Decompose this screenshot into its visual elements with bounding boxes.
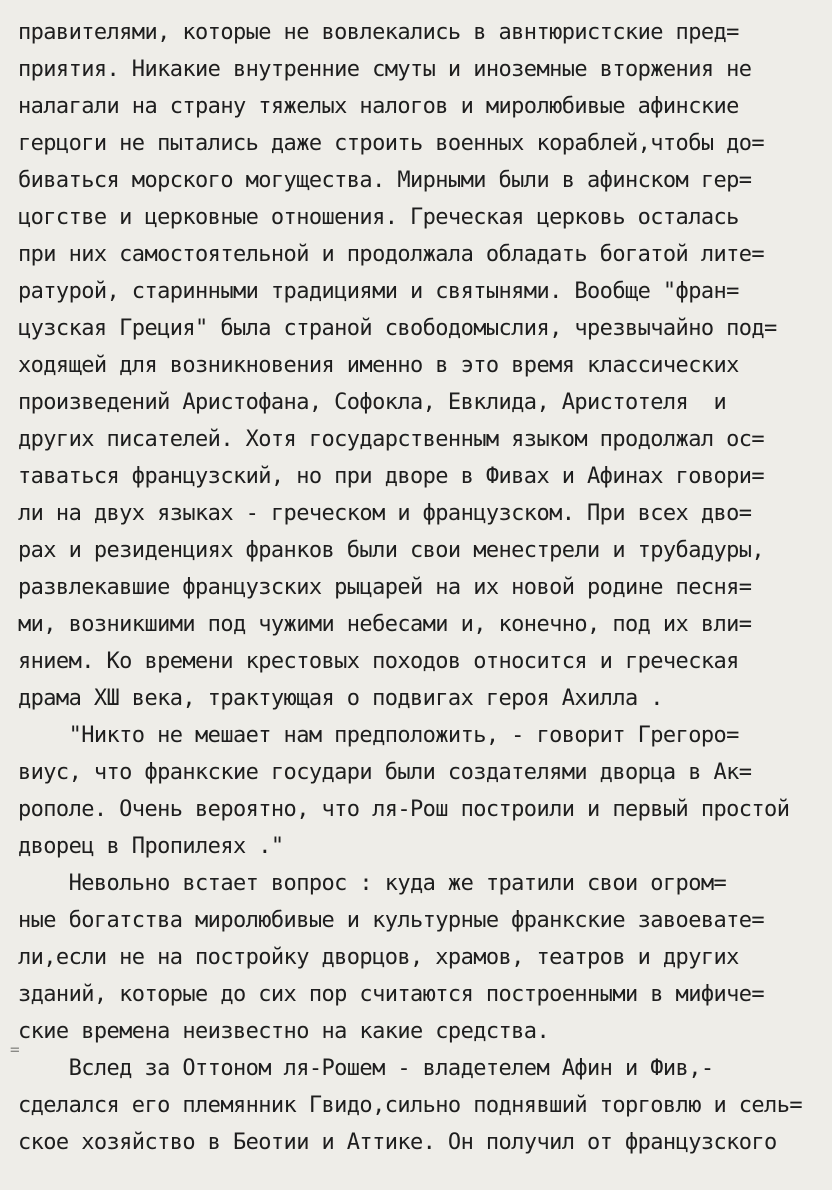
text-line: других писателей. Хотя государственным языком продолжал ос= [18,427,765,452]
text-line: Невольно встает вопрос : куда же тратили свои огром= [18,871,727,896]
text-line: янием. Ко времени крестовых походов относится и греческая [18,649,739,674]
text-line: биваться морского могущества. Мирными были в афинском гер= [18,168,752,193]
text-line: развлекавшие французских рыцарей на их новой родине песня= [18,575,752,600]
text-line: сделался его племянник Гвидо,сильно поднявший торговлю и сель= [18,1093,802,1118]
text-line: цузская Греция" была страной свободомыслия, чрезвычайно под= [18,316,777,341]
text-line: при них самостоятельной и продолжала обладать богатой лите= [18,242,765,267]
text-line: рах и резиденциях франков были свои менестрели и трубадуры, [18,538,765,563]
text-line: произведений Аристофана, Софокла, Евклида, Аристотеля и [18,390,727,415]
text-line: приятия. Никакие внутренние смуты и иноземные вторжения не [18,57,752,82]
text-line: дворец в Пропилеях ." [18,834,284,859]
text-line: цогстве и церковные отношения. Греческая церковь осталась [18,205,739,230]
text-line: ми, возникшими под чужими небесами и, конечно, под их вли= [18,612,752,637]
margin-mark: = [10,1040,20,1059]
text-line: зданий, которые до сих пор считаются построенными в мифиче= [18,982,765,1007]
text-line: Вслед за Оттоном ля-Рошем - владетелем Афин и Фив,- [18,1056,714,1081]
text-line: правителями, которые не вовлекались в авнтюристские пред= [18,20,739,45]
text-line: ские времена неизвестно на какие средства. [18,1019,550,1044]
text-line: ходящей для возникновения именно в это время классических [18,353,739,378]
text-line: виус, что франкские государи были создателями дворца в Ак= [18,760,752,785]
text-line: ные богатства миролюбивые и культурные франкские завоевате= [18,908,765,933]
text-line: рополе. Очень вероятно, что ля-Рош построили и первый простой [18,797,790,822]
text-line: драма XШ века, трактующая о подвигах героя Ахилла . [18,686,663,711]
text-line: герцоги не пытались даже строить военных кораблей,чтобы до= [18,131,765,156]
text-line: "Никто не мешает нам предположить, - говорит Грегоро= [18,723,739,748]
text-line: ратурой, старинными традициями и святынями. Вообще "фран= [18,279,739,304]
text-line: ли,если не на постройку дворцов, храмов, театров и других [18,945,739,970]
text-line: таваться французский, но при дворе в Фивах и Афинах говори= [18,464,765,489]
text-line: ское хозяйство в Беотии и Аттике. Он получил от французского [18,1130,777,1155]
text-line: налагали на страну тяжелых налогов и миролюбивые афинские [18,94,739,119]
text-line: ли на двух языках - греческом и французском. При всех дво= [18,501,752,526]
